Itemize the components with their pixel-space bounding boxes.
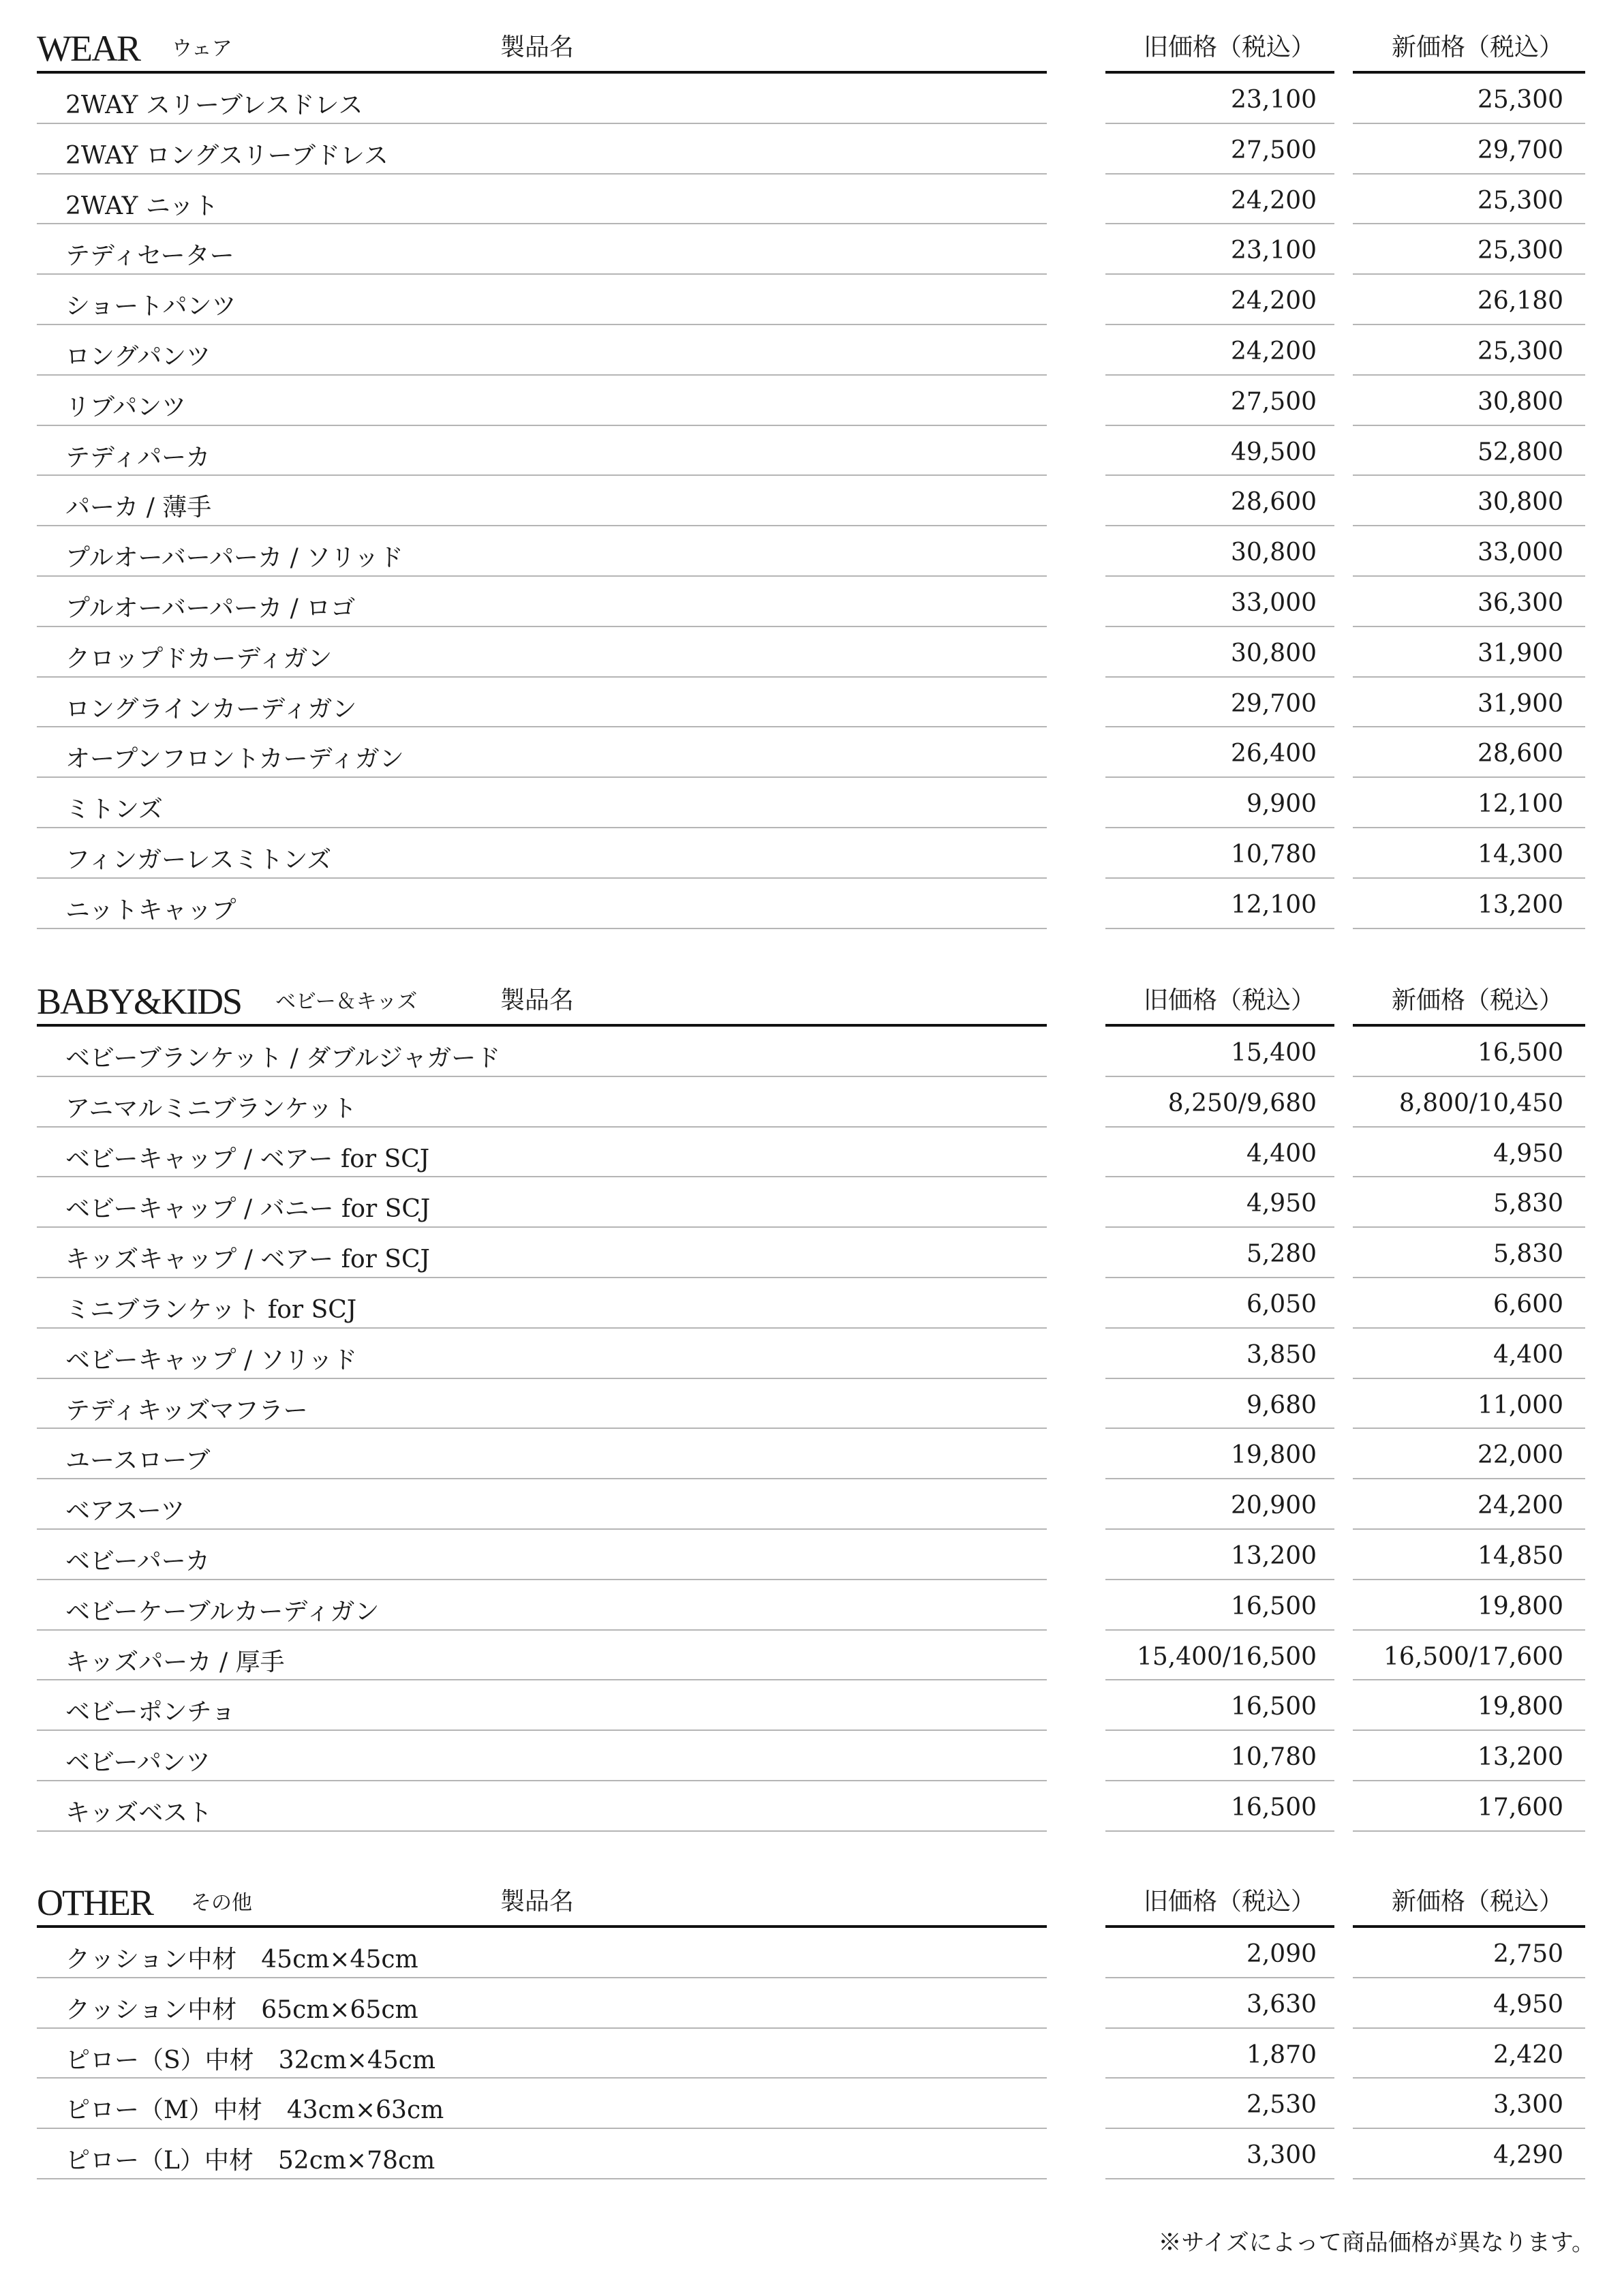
old-price: 27,500 xyxy=(1231,387,1317,416)
table-row xyxy=(37,2129,1585,2179)
table-row xyxy=(37,1530,1585,1580)
old-price: 15,400/16,500 xyxy=(1136,1642,1317,1671)
old-price: 23,100 xyxy=(1231,86,1317,114)
new-price: 4,400 xyxy=(1493,1340,1563,1369)
row-divider xyxy=(37,1830,1047,1832)
new-price: 31,900 xyxy=(1478,689,1563,718)
table-row xyxy=(37,1128,1585,1178)
product-name: クッション中材 45cm×45cm xyxy=(65,1946,418,1974)
old-price: 15,400 xyxy=(1231,1039,1317,1067)
row-divider xyxy=(1353,2178,1585,2179)
product-name: ピロー（M）中材 43cm×63cm xyxy=(65,2096,444,2125)
product-name: 2WAY ニット xyxy=(65,192,219,220)
table-row xyxy=(37,74,1585,124)
old-price: 26,400 xyxy=(1231,740,1317,768)
product-name: ロングパンツ xyxy=(65,342,211,371)
product-name: ベアスーツ xyxy=(65,1497,185,1526)
row-divider xyxy=(37,928,1047,929)
old-price: 29,700 xyxy=(1231,689,1317,718)
new-price: 11,000 xyxy=(1478,1391,1563,1419)
old-price: 24,200 xyxy=(1231,337,1317,365)
product-name: キッズベスト xyxy=(65,1798,213,1827)
section-subtitle: ウェア xyxy=(172,37,232,61)
new-price: 8,800/10,450 xyxy=(1398,1089,1563,1117)
table-row xyxy=(37,778,1585,828)
product-name: ベビーパーカ xyxy=(65,1547,211,1575)
price-table xyxy=(37,1027,1585,1832)
new-price: 16,500/17,600 xyxy=(1383,1642,1563,1671)
table-row xyxy=(37,1177,1585,1228)
old-price: 33,000 xyxy=(1231,588,1317,617)
section-title: WEAR xyxy=(37,28,140,69)
product-name: ピロー（L）中材 52cm×78cm xyxy=(65,2147,435,2175)
old-price: 30,800 xyxy=(1231,639,1317,667)
column-header-new-price: 新価格（税込） xyxy=(1392,986,1564,1014)
table-row xyxy=(37,124,1585,175)
table-row xyxy=(37,1329,1585,1379)
section-header xyxy=(37,1882,1585,1922)
old-price: 3,850 xyxy=(1246,1340,1317,1369)
column-header-name: 製品名 xyxy=(500,1888,575,1916)
table-row xyxy=(37,1680,1585,1731)
old-price: 27,500 xyxy=(1231,136,1317,164)
old-price: 16,500 xyxy=(1231,1693,1317,1721)
table-row xyxy=(37,577,1585,627)
old-price: 6,050 xyxy=(1246,1290,1317,1318)
row-divider xyxy=(1353,1830,1585,1832)
old-price: 9,680 xyxy=(1246,1391,1317,1419)
new-price: 52,800 xyxy=(1478,438,1563,466)
old-price: 3,300 xyxy=(1246,2141,1317,2170)
product-name: キッズパーカ / 厚手 xyxy=(65,1648,285,1676)
new-price: 22,000 xyxy=(1478,1441,1563,1470)
new-price: 28,600 xyxy=(1478,740,1563,768)
old-price: 2,530 xyxy=(1246,2091,1317,2119)
old-price: 13,200 xyxy=(1231,1541,1317,1570)
table-row xyxy=(37,175,1585,225)
old-price: 24,200 xyxy=(1231,186,1317,215)
new-price: 36,300 xyxy=(1478,588,1563,617)
new-price: 12,100 xyxy=(1478,790,1563,819)
old-price: 1,870 xyxy=(1246,2040,1317,2069)
product-name: 2WAY スリーブレスドレス xyxy=(65,91,363,119)
new-price: 25,300 xyxy=(1478,186,1563,215)
old-price: 8,250/9,680 xyxy=(1167,1089,1317,1117)
section-subtitle: その他 xyxy=(191,1891,252,1915)
product-name: ベビーキャップ / バニー for SCJ xyxy=(65,1195,431,1224)
product-name: ロングラインカーディガン xyxy=(65,695,357,723)
new-price: 24,200 xyxy=(1478,1492,1563,1520)
table-row xyxy=(37,426,1585,477)
new-price: 16,500 xyxy=(1478,1039,1563,1067)
row-divider xyxy=(1105,1830,1334,1832)
product-name: ベビーキャップ / ソリッド xyxy=(65,1346,358,1374)
product-name: ベビーポンチョ xyxy=(65,1698,236,1727)
table-row xyxy=(37,1580,1585,1631)
old-price: 4,400 xyxy=(1246,1139,1317,1168)
product-name: ピロー（S）中材 32cm×45cm xyxy=(65,2046,436,2074)
old-price: 10,780 xyxy=(1231,1743,1317,1772)
new-price: 5,830 xyxy=(1493,1190,1563,1218)
table-row xyxy=(37,828,1585,879)
new-price: 2,750 xyxy=(1493,1940,1563,1968)
section-title: BABY&KIDS xyxy=(37,981,242,1022)
new-price: 30,800 xyxy=(1478,488,1563,517)
product-name: プルオーバーパーカ / ソリッド xyxy=(65,544,403,573)
new-price: 25,300 xyxy=(1478,337,1563,365)
product-name: フィンガーレスミトンズ xyxy=(65,845,332,874)
product-name: ベビーケーブルカーディガン xyxy=(65,1597,380,1626)
new-price: 25,300 xyxy=(1478,86,1563,114)
section-other xyxy=(37,1882,1585,2179)
product-name: ショートパンツ xyxy=(65,292,236,321)
table-row xyxy=(37,1228,1585,1278)
section-title: OTHER xyxy=(37,1882,153,1923)
new-price: 2,420 xyxy=(1493,2040,1563,2069)
table-row xyxy=(37,627,1585,678)
old-price: 10,780 xyxy=(1231,840,1317,868)
old-price: 4,950 xyxy=(1246,1190,1317,1218)
section-header xyxy=(37,27,1585,68)
new-price: 6,600 xyxy=(1493,1290,1563,1318)
new-price: 4,290 xyxy=(1493,2141,1563,2170)
new-price: 13,200 xyxy=(1478,1743,1563,1772)
product-name: ユースローブ xyxy=(65,1447,211,1475)
new-price: 19,800 xyxy=(1478,1693,1563,1721)
new-price: 31,900 xyxy=(1478,639,1563,667)
old-price: 49,500 xyxy=(1231,438,1317,466)
product-name: 2WAY ロングスリーブドレス xyxy=(65,141,388,170)
table-row xyxy=(37,1027,1585,1077)
old-price: 23,100 xyxy=(1231,237,1317,265)
row-divider xyxy=(1105,2178,1334,2179)
column-header-new-price: 新価格（税込） xyxy=(1392,33,1564,61)
section-subtitle: ベビー＆キッズ xyxy=(275,990,418,1014)
column-header-old-price: 旧価格（税込） xyxy=(1144,1888,1316,1916)
new-price: 3,300 xyxy=(1493,2091,1563,2119)
table-row xyxy=(37,727,1585,778)
column-header-old-price: 旧価格（税込） xyxy=(1144,986,1316,1014)
product-name: テディセーター xyxy=(65,242,234,271)
old-price: 2,090 xyxy=(1246,1940,1317,1968)
footnote: ※サイズによって商品価格が異なります。 xyxy=(1158,2229,1595,2256)
table-row xyxy=(37,224,1585,275)
new-price: 13,200 xyxy=(1478,890,1563,919)
product-name: プルオーバーパーカ / ロゴ xyxy=(65,594,356,622)
product-name: クロップドカーディガン xyxy=(65,644,333,673)
product-name: ニットキャップ xyxy=(65,896,236,924)
old-price: 9,900 xyxy=(1246,790,1317,819)
new-price: 25,300 xyxy=(1478,237,1563,265)
table-row xyxy=(37,1928,1585,1978)
old-price: 20,900 xyxy=(1231,1492,1317,1520)
product-name: ミニブランケット for SCJ xyxy=(65,1295,357,1324)
table-row xyxy=(37,1077,1585,1128)
row-divider xyxy=(37,2178,1047,2179)
old-price: 16,500 xyxy=(1231,1592,1317,1620)
table-row xyxy=(37,275,1585,325)
row-divider xyxy=(1105,928,1334,929)
old-price: 28,600 xyxy=(1231,488,1317,517)
column-header-name: 製品名 xyxy=(500,33,575,61)
old-price: 5,280 xyxy=(1246,1240,1317,1269)
new-price: 14,300 xyxy=(1478,840,1563,868)
price-table xyxy=(37,1928,1585,2179)
product-name: テディキッズマフラー xyxy=(65,1396,308,1425)
table-row xyxy=(37,2029,1585,2079)
product-name: クッション中材 65cm×65cm xyxy=(65,1995,418,2024)
new-price: 4,950 xyxy=(1493,1990,1563,2019)
table-row xyxy=(37,678,1585,728)
column-header-new-price: 新価格（税込） xyxy=(1392,1888,1564,1916)
table-row xyxy=(37,1781,1585,1832)
row-divider xyxy=(1353,928,1585,929)
new-price: 17,600 xyxy=(1478,1793,1563,1822)
new-price: 5,830 xyxy=(1493,1240,1563,1269)
column-header-old-price: 旧価格（税込） xyxy=(1144,33,1316,61)
old-price: 12,100 xyxy=(1231,890,1317,919)
product-name: パーカ / 薄手 xyxy=(65,494,212,522)
table-row xyxy=(37,1978,1585,2029)
table-row xyxy=(37,526,1585,577)
product-name: テディパーカ xyxy=(65,443,211,472)
old-price: 19,800 xyxy=(1231,1441,1317,1470)
table-row xyxy=(37,1631,1585,1681)
new-price: 29,700 xyxy=(1478,136,1563,164)
product-name: ベビーブランケット / ダブルジャガード xyxy=(65,1044,501,1072)
new-price: 30,800 xyxy=(1478,387,1563,416)
product-name: オープンフロントカーディガン xyxy=(65,745,404,774)
product-name: ミトンズ xyxy=(65,796,163,824)
new-price: 19,800 xyxy=(1478,1592,1563,1620)
old-price: 24,200 xyxy=(1231,287,1317,316)
table-row xyxy=(37,1429,1585,1479)
table-row xyxy=(37,2079,1585,2129)
table-row xyxy=(37,1731,1585,1781)
old-price: 30,800 xyxy=(1231,539,1317,567)
new-price: 26,180 xyxy=(1478,287,1563,316)
section-baby-kids xyxy=(37,980,1585,1832)
product-name: ベビーパンツ xyxy=(65,1749,211,1777)
product-name: リブパンツ xyxy=(65,393,187,421)
old-price: 3,630 xyxy=(1246,1990,1317,2019)
new-price: 14,850 xyxy=(1478,1541,1563,1570)
table-row xyxy=(37,879,1585,929)
product-name: アニマルミニブランケット xyxy=(65,1094,357,1123)
column-header-name: 製品名 xyxy=(500,986,575,1014)
new-price: 33,000 xyxy=(1478,539,1563,567)
new-price: 4,950 xyxy=(1493,1139,1563,1168)
price-table xyxy=(37,74,1585,929)
table-row xyxy=(37,376,1585,426)
product-name: キッズキャップ / ベアー for SCJ xyxy=(65,1245,430,1274)
table-row xyxy=(37,1379,1585,1430)
table-row xyxy=(37,325,1585,376)
table-row xyxy=(37,1479,1585,1530)
table-row xyxy=(37,476,1585,526)
product-name: ベビーキャップ / ベアー for SCJ xyxy=(65,1145,430,1173)
table-row xyxy=(37,1278,1585,1329)
old-price: 16,500 xyxy=(1231,1793,1317,1822)
section-wear xyxy=(37,27,1585,929)
section-header xyxy=(37,980,1585,1021)
